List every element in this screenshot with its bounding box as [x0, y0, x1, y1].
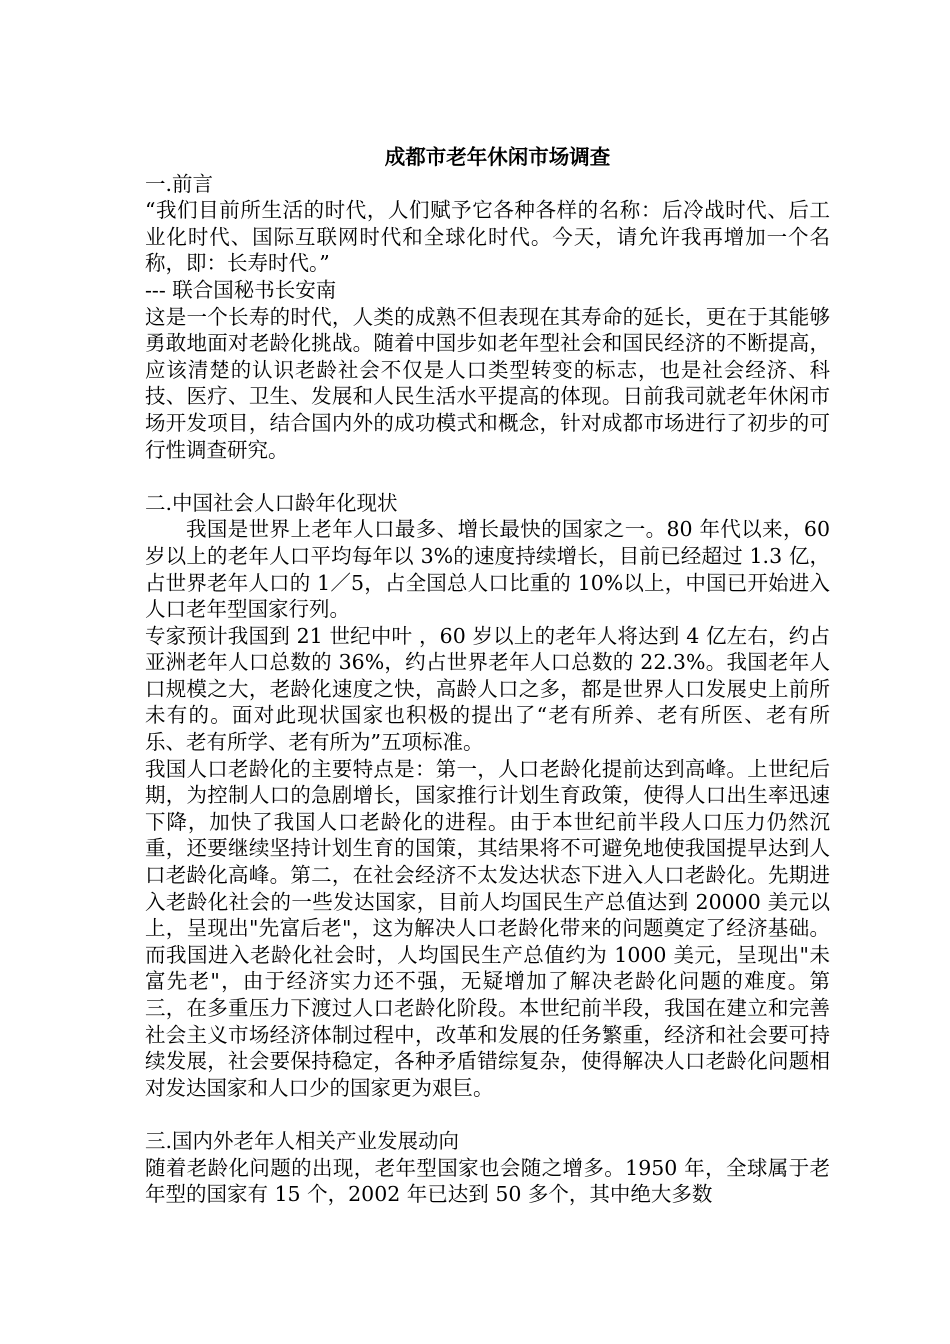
aging-status-paragraph-1: 我国是世界上老年人口最多、增长最快的国家之一。80 年代以来，60 岁以上的老年人口平均每年以 3%的速度持续增长，目前已经超过 1.3 亿，占世界老年人口的 1／5，占全国总人口比重的 10%以上，中国已开始进入人口老年型国家行列。 — [145, 517, 830, 622]
section-heading-preface: 一.前言 — [145, 171, 214, 196]
quote-attribution: --- 联合国秘书长安南 — [145, 277, 337, 302]
aging-status-paragraph-2: 专家预计我国到 21 世纪中叶 ，60 岁以上的老年人将达到 4 亿左右，约占亚洲老年人口总数的 36%，约占世界老年人口总数的 22.3%。我国老年人口规模之大，老龄化速度之快，高龄人口之多，都是世界人口发展史上前所未有的。面对此现状国家也积极的提出了“老有所养、老有所医、老有所乐、老有所学、老有所为”五项标准。 — [145, 623, 830, 755]
quote-paragraph: “我们目前所生活的时代，人们赋予它各种各样的名称：后冷战时代、后工业化时代、国际互联网时代和全球化时代。今天，请允许我再增加一个名称，即：长寿时代。” — [145, 198, 830, 276]
section-heading-industry-trends: 三.国内外老年人相关产业发展动向 — [145, 1128, 460, 1153]
aging-status-paragraph-3: 我国人口老龄化的主要特点是：第一，人口老龄化提前达到高峰。上世纪后期，为控制人口的急剧增长，国家推行计划生育政策，使得人口出生率迅速下降，加快了我国人口老龄化的进程。由于本世纪前半段人口压力仍然沉重，还要继续坚持计划生育的国策，其结果将不可避免地使我国提早达到人口老龄化高峰。第二，在社会经济不太发达状态下进入人口老龄化。先期进入老龄化社会的一些发达国家，目前人均国民生产总值达到 20000 美元以上，呈现出"先富后老"，这为解决人口老龄化带来的问题奠定了经济基础。而我国进入老龄化社会时，人均国民生产总值约为 1000 美元，呈现出"未富先老"，由于经济实力还不强，无疑增加了解决老龄化问题的难度。第三，在多重压力下渡过人口老龄化阶段。本世纪前半段，我国在建立和完善社会主义市场经济体制过程中，改革和发展的任务繁重，经济和社会要可持续发展，社会要保持稳定，各种矛盾错综复杂，使得解决人口老龄化问题相对发达国家和人口少的国家更为艰巨。 — [145, 756, 830, 1100]
industry-trends-paragraph: 随着老龄化问题的出现，老年型国家也会随之增多。1950 年，全球属于老年型的国家有 15 个，2002 年已达到 50 多个，其中绝大多数 — [145, 1155, 830, 1207]
document-title: 成都市老年休闲市场调查 — [384, 145, 611, 169]
section-heading-aging-status: 二.中国社会人口龄年化现状 — [145, 490, 398, 515]
document-body — [145, 144, 830, 1208]
blank-line — [145, 1101, 830, 1128]
preface-paragraph: 这是一个长寿的时代，人类的成熟不但表现在其寿命的延长，更在于其能够勇敢地面对老龄化挑战。随着中国步如老年型社会和国民经济的不断提高，应该清楚的认识老龄社会不仅是人口类型转变的标志，也是社会经济、科技、医疗、卫生、发展和人民生活水平提高的体现。日前我司就老年休闲市场开发项目，结合国内外的成功模式和概念，针对成都市场进行了初步的可行性调查研究。 — [145, 304, 830, 462]
blank-line — [145, 463, 830, 490]
